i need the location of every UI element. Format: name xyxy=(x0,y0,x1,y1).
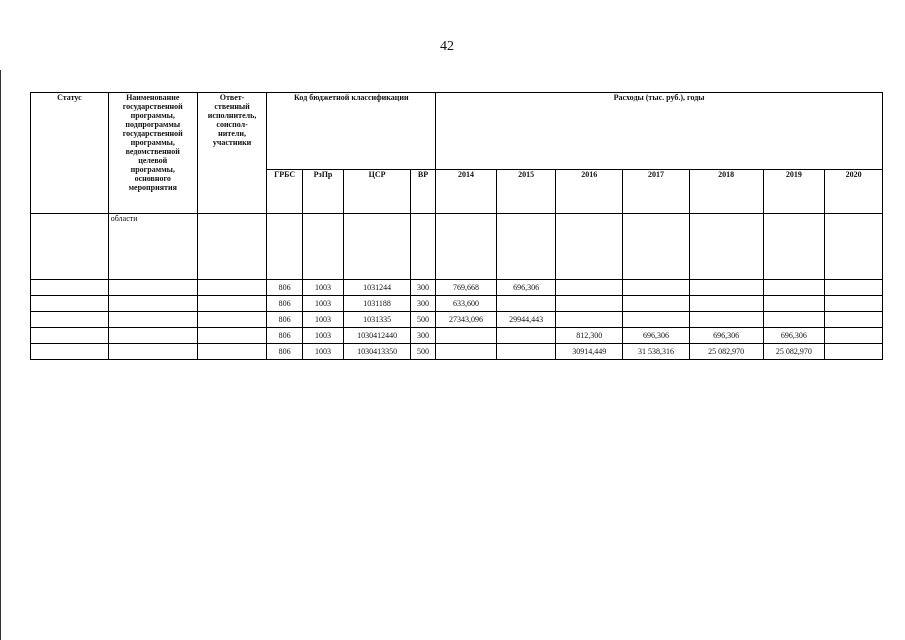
grbs-cell: 806 xyxy=(267,296,302,312)
header-year: 2014 xyxy=(436,170,497,214)
table-row xyxy=(31,328,883,344)
value-cell xyxy=(825,296,883,312)
header-year: 2020 xyxy=(825,170,883,214)
value-cell xyxy=(689,296,763,312)
value-cell: 25 082,970 xyxy=(763,344,825,360)
value-cell xyxy=(556,280,623,296)
continuation-row xyxy=(31,214,883,280)
name-cell xyxy=(108,328,197,344)
header-year: 2015 xyxy=(496,170,556,214)
budget-table xyxy=(30,92,883,360)
vr-cell: 500 xyxy=(410,312,435,328)
header-status: Статус xyxy=(31,93,109,214)
value-cell xyxy=(436,344,497,360)
header-rzpr: РзПр xyxy=(302,170,343,214)
vr-cell: 500 xyxy=(410,344,435,360)
header-csr: ЦСР xyxy=(344,170,411,214)
value-cell: 812,300 xyxy=(556,328,623,344)
rzpr-cell: 1003 xyxy=(302,296,343,312)
name-cell xyxy=(108,280,197,296)
header-year: 2017 xyxy=(623,170,690,214)
status-cell xyxy=(31,280,109,296)
table-row xyxy=(31,312,883,328)
page-edge-line xyxy=(0,70,1,640)
status-cell xyxy=(31,296,109,312)
executor-cell xyxy=(197,280,267,296)
csr-cell: 1031244 xyxy=(344,280,411,296)
value-cell xyxy=(496,328,556,344)
status-cell xyxy=(31,328,109,344)
value-cell: 696,306 xyxy=(689,328,763,344)
executor-cell xyxy=(197,312,267,328)
value-cell xyxy=(623,280,690,296)
rzpr-cell: 1003 xyxy=(302,328,343,344)
vr-cell: 300 xyxy=(410,280,435,296)
value-cell xyxy=(825,280,883,296)
name-cell xyxy=(108,296,197,312)
header-grbs: ГРБС xyxy=(267,170,302,214)
vr-cell: 300 xyxy=(410,296,435,312)
header-year: 2016 xyxy=(556,170,623,214)
header-expenses: Расходы (тыс. руб.), годы xyxy=(436,93,883,170)
executor-cell xyxy=(197,344,267,360)
value-cell: 25 082,970 xyxy=(689,344,763,360)
value-cell xyxy=(556,296,623,312)
header-year: 2018 xyxy=(689,170,763,214)
csr-cell: 1031188 xyxy=(344,296,411,312)
value-cell: 30914,449 xyxy=(556,344,623,360)
name-cell xyxy=(108,312,197,328)
rzpr-cell: 1003 xyxy=(302,280,343,296)
value-cell xyxy=(623,296,690,312)
table-row xyxy=(31,280,883,296)
grbs-cell: 806 xyxy=(267,280,302,296)
value-cell: 29944,443 xyxy=(496,312,556,328)
header-executor: Ответ- ственный исполнитель, соиспол- нители, участники xyxy=(197,93,267,214)
table-row xyxy=(31,296,883,312)
grbs-cell: 806 xyxy=(267,328,302,344)
value-cell xyxy=(496,296,556,312)
value-cell xyxy=(763,280,825,296)
name-cell xyxy=(108,344,197,360)
grbs-cell: 806 xyxy=(267,344,302,360)
status-cell xyxy=(31,312,109,328)
value-cell xyxy=(623,312,690,328)
value-cell xyxy=(436,328,497,344)
value-cell xyxy=(825,312,883,328)
csr-cell: 1031335 xyxy=(344,312,411,328)
value-cell xyxy=(825,344,883,360)
value-cell xyxy=(689,280,763,296)
value-cell xyxy=(825,328,883,344)
executor-cell xyxy=(197,296,267,312)
value-cell xyxy=(763,312,825,328)
value-cell: 696,306 xyxy=(496,280,556,296)
status-cell xyxy=(31,344,109,360)
vr-cell: 300 xyxy=(410,328,435,344)
grbs-cell: 806 xyxy=(267,312,302,328)
header-vr: ВР xyxy=(410,170,435,214)
table-row xyxy=(31,344,883,360)
continuation-name: области xyxy=(108,214,197,280)
rzpr-cell: 1003 xyxy=(302,344,343,360)
page-number: 42 xyxy=(440,39,454,54)
csr-cell: 1030413350 xyxy=(344,344,411,360)
value-cell: 27343,096 xyxy=(436,312,497,328)
value-cell xyxy=(556,312,623,328)
executor-cell xyxy=(197,328,267,344)
header-year: 2019 xyxy=(763,170,825,214)
value-cell xyxy=(763,296,825,312)
value-cell: 633,600 xyxy=(436,296,497,312)
value-cell: 769,668 xyxy=(436,280,497,296)
value-cell xyxy=(689,312,763,328)
value-cell: 696,306 xyxy=(623,328,690,344)
value-cell: 31 538,316 xyxy=(623,344,690,360)
rzpr-cell: 1003 xyxy=(302,312,343,328)
value-cell xyxy=(496,344,556,360)
header-budget-code: Код бюджетной классификации xyxy=(267,93,436,170)
csr-cell: 1030412440 xyxy=(344,328,411,344)
value-cell: 696,306 xyxy=(763,328,825,344)
header-program-name: Наименование государственной программы, подпрограммы государственной программы, ведомственной целевой программы, основного мероприятия xyxy=(108,93,197,214)
